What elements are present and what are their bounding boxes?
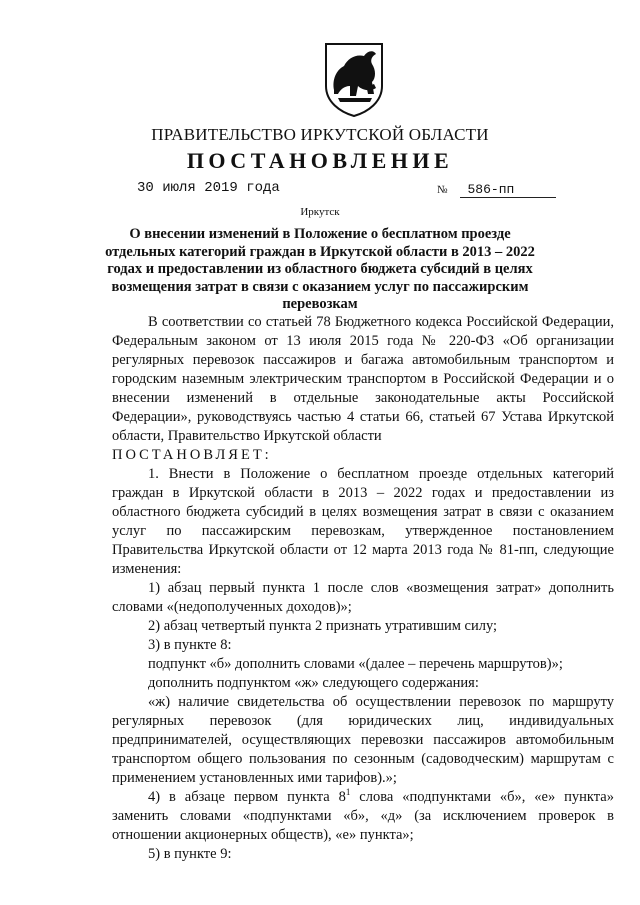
number-sign: № xyxy=(437,184,448,196)
subitem-3a-paragraph: подпункт «б» дополнить словами «(далее – перечень маршрутов)»; xyxy=(148,656,563,672)
subitem-4-superscript: 1 xyxy=(345,787,351,798)
preamble-paragraph: В соответствии со статьей 78 Бюджетного кодекса Российской Федерации, Федеральным законом от 13 июля 2015 года № 220-ФЗ «Об организации регулярных перевозок пассажиров и багажа автомобильным транспортом и городским наземным электрическим транспортом в Российской Федерации и о внесении изменений в отдельные законодательные акты Российской Федерации», руководствуясь частью 4 статьи 66, статьей 67 Устава Иркутской области, Правительство Иркутской области xyxy=(112,314,614,444)
government-name: ПРАВИТЕЛЬСТВО ИРКУТСКОЙ ОБЛАСТИ xyxy=(151,125,489,144)
document-type-title: ПОСТАНОВЛЕНИЕ xyxy=(186,148,454,173)
subitem-4-text-end: слова «подпунктами «б», «е» пункта» заменить словами «подпунктами «б», «д» (за исключением проверок в отношении акционерных обществ), «е» пункта»; xyxy=(112,789,614,843)
document-number: 586-пп xyxy=(460,182,556,198)
city-name: Иркутск xyxy=(300,206,340,218)
document-heading: О внесении изменений в Положение о бесплатном проезде отдельных категорий граждан в Иркутской области в 2013 – 2022 годах и предоставлении из областного бюджета субсидий в целях возмещения затрат в связи с оказанием услуг по пассажирским перевозкам xyxy=(105,226,535,312)
subitem-3c-paragraph: «ж) наличие свидетельства об осуществлении перевозок по маршруту регулярных перевозок (для юридических лиц, индивидуальных предпринимателей, осуществляющих перевозки пассажиров автомобильным транспортом общего пользования по сезонным (садоводческим) маршрутам с применением установленных ими тарифов).»; xyxy=(112,694,614,786)
subitem-3-paragraph: 3) в пункте 8: xyxy=(148,637,232,653)
subitem-4-text-start: 4) в абзаце первом пункта 8 xyxy=(148,789,346,805)
coat-of-arms-emblem xyxy=(322,40,386,118)
item-1-paragraph: 1. Внести в Положение о бесплатном проезде отдельных категорий граждан в Иркутской области в 2013 – 2022 годах и предоставлении из областного бюджета субсидий в целях возмещения затрат в связи с оказанием услуг по пассажирским перевозкам, утвержденное постановлением Правительства Иркутской области от 12 марта 2013 года № 81-пп, следующие изменения: xyxy=(112,466,614,577)
resolves-heading: ПОСТАНОВЛЯЕТ: xyxy=(112,447,272,463)
document-body xyxy=(112,313,614,864)
document-number-block xyxy=(437,181,556,198)
subitem-2-paragraph: 2) абзац четвертый пункта 2 признать утратившим силу; xyxy=(148,618,498,634)
document-date: 30 июля 2019 года xyxy=(137,180,280,196)
subitem-1-paragraph: 1) абзац первый пункта 1 после слов «возмещения затрат» дополнить словами «(недополученных доходов)»; xyxy=(112,580,614,615)
subitem-4-paragraph xyxy=(112,788,614,845)
subitem-3b-paragraph: дополнить подпунктом «ж» следующего содержания: xyxy=(148,675,479,691)
subitem-5-paragraph: 5) в пункте 9: xyxy=(148,846,232,862)
